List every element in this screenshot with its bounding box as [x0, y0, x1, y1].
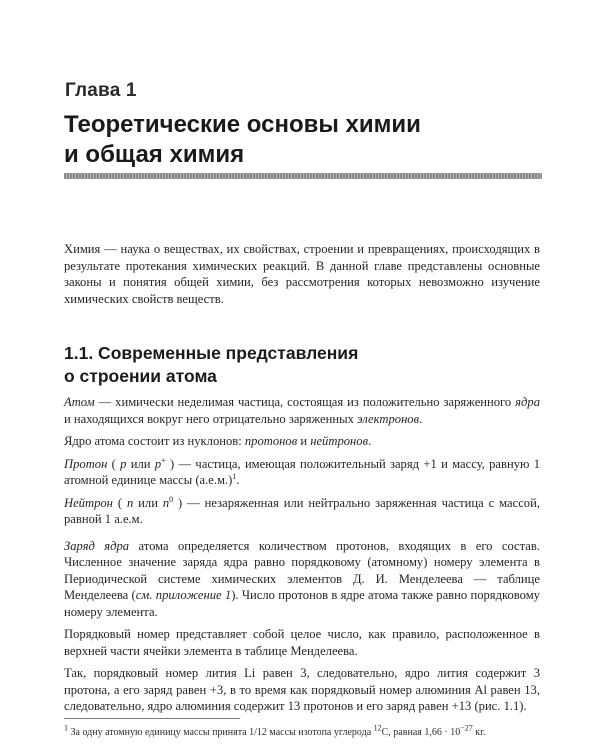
paragraph-atom: Атом — химически неделимая частица, состоящая из положительно заряженного ядра и находящихся вокруг него отрицательно заряженных электронов.: [64, 395, 540, 426]
term-protons: протонов: [244, 434, 298, 448]
term-proton: Протон: [64, 456, 108, 471]
term-electrons: электронов: [357, 411, 420, 426]
term-neutron: Нейтрон: [64, 495, 113, 510]
symbol-p: p: [120, 456, 127, 471]
chapter-label: Глава 1: [65, 80, 137, 101]
footnote-reference[interactable]: 1: [232, 471, 237, 481]
symbol-n-zero: n: [162, 495, 170, 510]
term-neutrons: нейтронов: [310, 434, 369, 448]
paragraph-nuclear-charge: Заряд ядра атома определяется количеством протонов, входящих в его состав. Численное значение заряда ядра равно порядковому (атомному) номеру элемента в Периодической системе химических элементов Д. И. Менделеева — таблице Менделеева (см. приложение 1). Число протонов в ядре атома также равно порядковому номеру элемента.: [64, 538, 540, 619]
paragraph-nucleus: Ядро атома состоит из нуклонов: протонов и нейтронов.: [64, 434, 372, 448]
paragraph-neutron: Нейтрон ( n или $n^0$ ) — незаряженная или нейтрально заряженная частица с массой, равной 1 а.е.м.: [64, 494, 540, 526]
footnote-divider: [64, 718, 240, 719]
section-heading-line-2: о строении атома: [64, 366, 217, 386]
footnote: $^1$ За одну атомную единицу массы принята 1/12 массы изотопа углерода $^{12}$C, равная $1,66 \cdot 10^{-27}$ кг.: [64, 723, 486, 738]
intro-paragraph: Химия — наука о веществах, их свойствах, строении и превращениях, происходящих в результате протекания химических реакций. В данной главе представлены основные законы и понятия общей химии, без рассмотрения которых невозможно изучение химических свойств веществ.: [64, 242, 540, 306]
symbol-n: n: [126, 495, 134, 510]
paragraph-example: Так, порядковый номер лития Li равен 3, следовательно, ядро лития содержит 3 протона, а его заряд равен +3, в то время как порядковый номер алюминия Al равен 13, следовательно, ядро алюминия содержит 13 протонов и его заряд равен +13 (рис. 1.1).: [64, 666, 540, 713]
section-heading: [64, 342, 358, 388]
footnote-marker: 1: [64, 723, 68, 733]
chapter-divider: [64, 173, 542, 179]
chapter-title-line-1: Теоретические основы химии: [64, 111, 421, 138]
section-content: [64, 394, 540, 721]
chapter-title: [64, 110, 421, 170]
paragraph-ordinal-number: Порядковый номер представляет собой целое число, как правило, расположенное в верхней части ячейки элемента в таблице Менделеева.: [64, 627, 540, 658]
chapter-title-line-2: и общая химия: [64, 141, 245, 168]
symbol-p-plus: p: [154, 456, 162, 471]
section-heading-line-1: 1.1. Современные представления: [64, 343, 359, 363]
term-nuclear-charge: Заряд ядра: [64, 538, 130, 553]
appendix-reference[interactable]: см. приложение 1: [135, 588, 232, 602]
exponent: −27: [460, 723, 473, 733]
term-atom: Атом: [64, 395, 95, 409]
isotope-mass-number: 12: [373, 723, 382, 733]
paragraph-proton: Протон ( p или p+ ) — частица, имеющая положительный заряд +1 и массу, равную 1 атомной единице массы $(а.е.м.)^1$.: [64, 455, 541, 487]
term-nucleus: ядра: [515, 395, 540, 409]
